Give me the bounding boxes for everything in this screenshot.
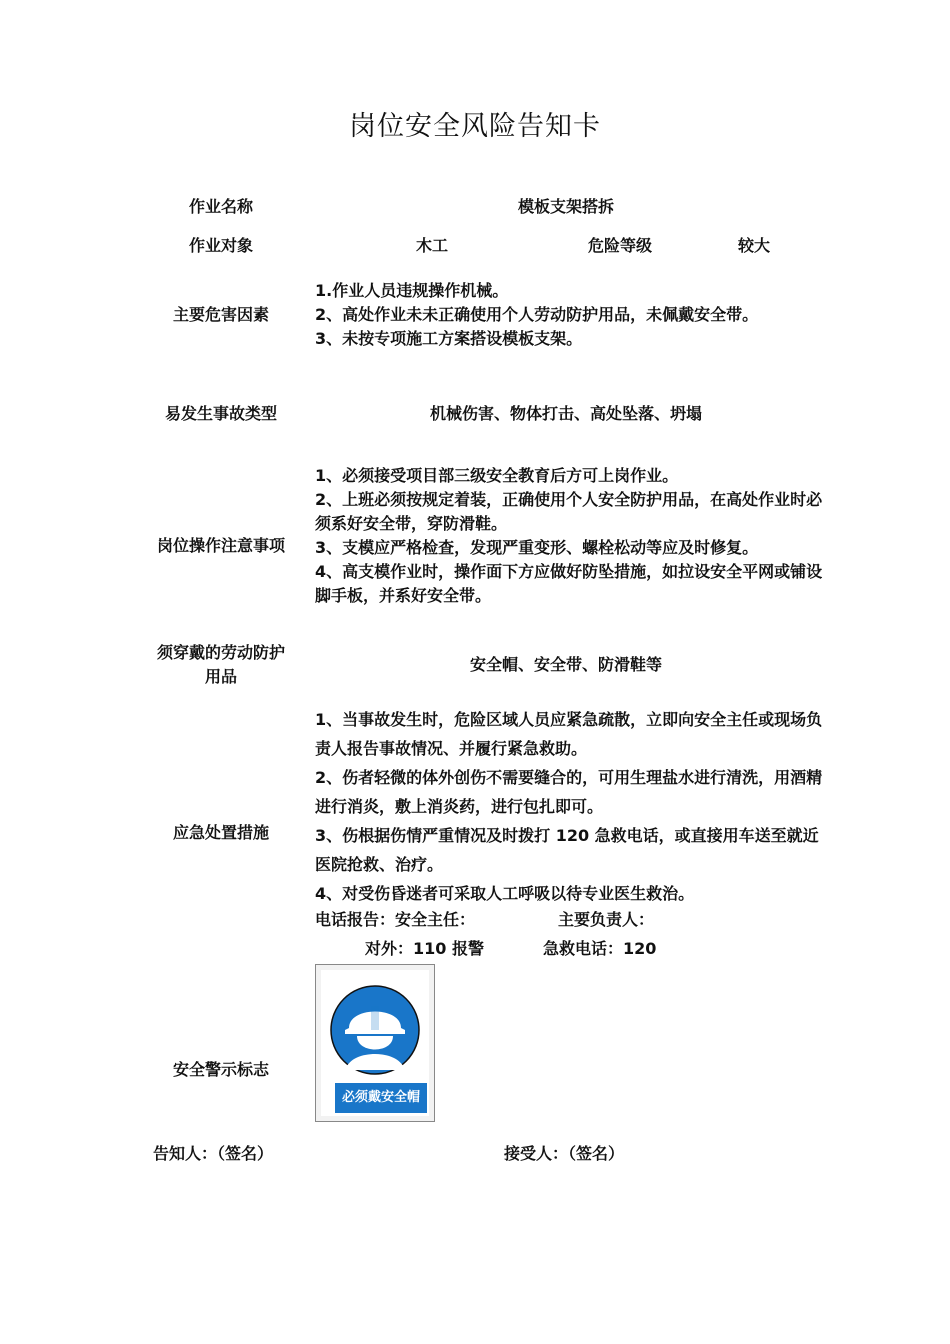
hazard-item: 2、高处作业未未正确使用个人劳动防护用品，未佩戴安全带。 xyxy=(315,305,759,324)
emergency-item: 1、当事故发生时，危险区域人员应紧急疏散，立即向安全主任或现场负责人报告事故情况、并履行紧急救助。 xyxy=(315,710,823,758)
value-job-name: 模板支架搭拆 xyxy=(517,197,614,216)
label-hazards: 主要危害因素 xyxy=(172,305,269,324)
value-job-object: 木工 xyxy=(415,236,448,255)
first-aid-phone: 急救电话：120 xyxy=(543,939,657,958)
value-risk-level: 较大 xyxy=(737,236,770,255)
notifier-signature: 告知人：（签名） xyxy=(153,1144,274,1163)
hazards-list xyxy=(315,279,825,351)
hazard-item: 3、未按专项施工方案搭设模板支架。 xyxy=(315,329,583,348)
emergency-list xyxy=(315,705,825,908)
label-warning-sign: 安全警示标志 xyxy=(172,1060,269,1079)
label-accident-types: 易发生事故类型 xyxy=(164,404,277,423)
precaution-item: 1、必须接受项目部三级安全教育后方可上岗作业。 xyxy=(315,466,679,485)
value-ppe: 安全帽、安全带、防滑鞋等 xyxy=(469,655,662,674)
label-ppe xyxy=(140,641,302,689)
phone-report: 电话报告：安全主任： xyxy=(315,910,476,929)
main-person: 主要负责人： xyxy=(558,910,655,929)
label-ppe-line1: 须穿戴的劳动防护 xyxy=(156,643,285,662)
precaution-item: 4、高支模作业时，操作面下方应做好防坠措施，如拉设安全平网或铺设脚手板，并系好安全带。 xyxy=(315,562,823,605)
hazard-item: 1.作业人员违规操作机械。 xyxy=(315,281,509,300)
precaution-item: 3、支模应严格检查，发现严重变形、螺栓松动等应及时修复。 xyxy=(315,538,759,557)
label-ppe-line2: 用品 xyxy=(204,667,237,686)
label-job-name: 作业名称 xyxy=(188,197,253,216)
precaution-item: 2、上班必须按规定着装，正确使用个人安全防护用品，在高处作业时必须系好安全带，穿防滑鞋。 xyxy=(315,490,823,533)
safety-sign-panel xyxy=(321,970,429,1116)
emergency-item: 4、对受伤昏迷者可采取人工呼吸以待专业医生救治。 xyxy=(315,884,695,903)
label-job-object: 作业对象 xyxy=(188,236,253,255)
external-alarm: 对外：110 报警 xyxy=(365,939,484,958)
sign-caption: 必须戴安全帽 xyxy=(335,1083,427,1113)
receiver-signature: 接受人：（签名） xyxy=(504,1144,625,1163)
page-title: 岗位安全风险告知卡 xyxy=(349,111,601,142)
label-risk-level: 危险等级 xyxy=(587,236,652,255)
value-accident-types: 机械伤害、物体打击、高处坠落、坍塌 xyxy=(429,404,702,423)
safety-sign xyxy=(315,964,435,1122)
emergency-item: 2、伤者轻微的体外创伤不需要缝合的，可用生理盐水进行清洗，用酒精进行消炎，敷上消炎药，进行包扎即可。 xyxy=(315,768,823,816)
label-emergency: 应急处置措施 xyxy=(172,823,269,842)
precautions-list xyxy=(315,464,825,608)
emergency-item: 3、伤根据伤情严重情况及时拨打 120 急救电话，或直接用车送至就近医院抢救、治疗。 xyxy=(315,826,819,874)
label-precautions: 岗位操作注意事项 xyxy=(156,536,285,555)
hard-hat-mandatory-icon xyxy=(321,970,429,1082)
